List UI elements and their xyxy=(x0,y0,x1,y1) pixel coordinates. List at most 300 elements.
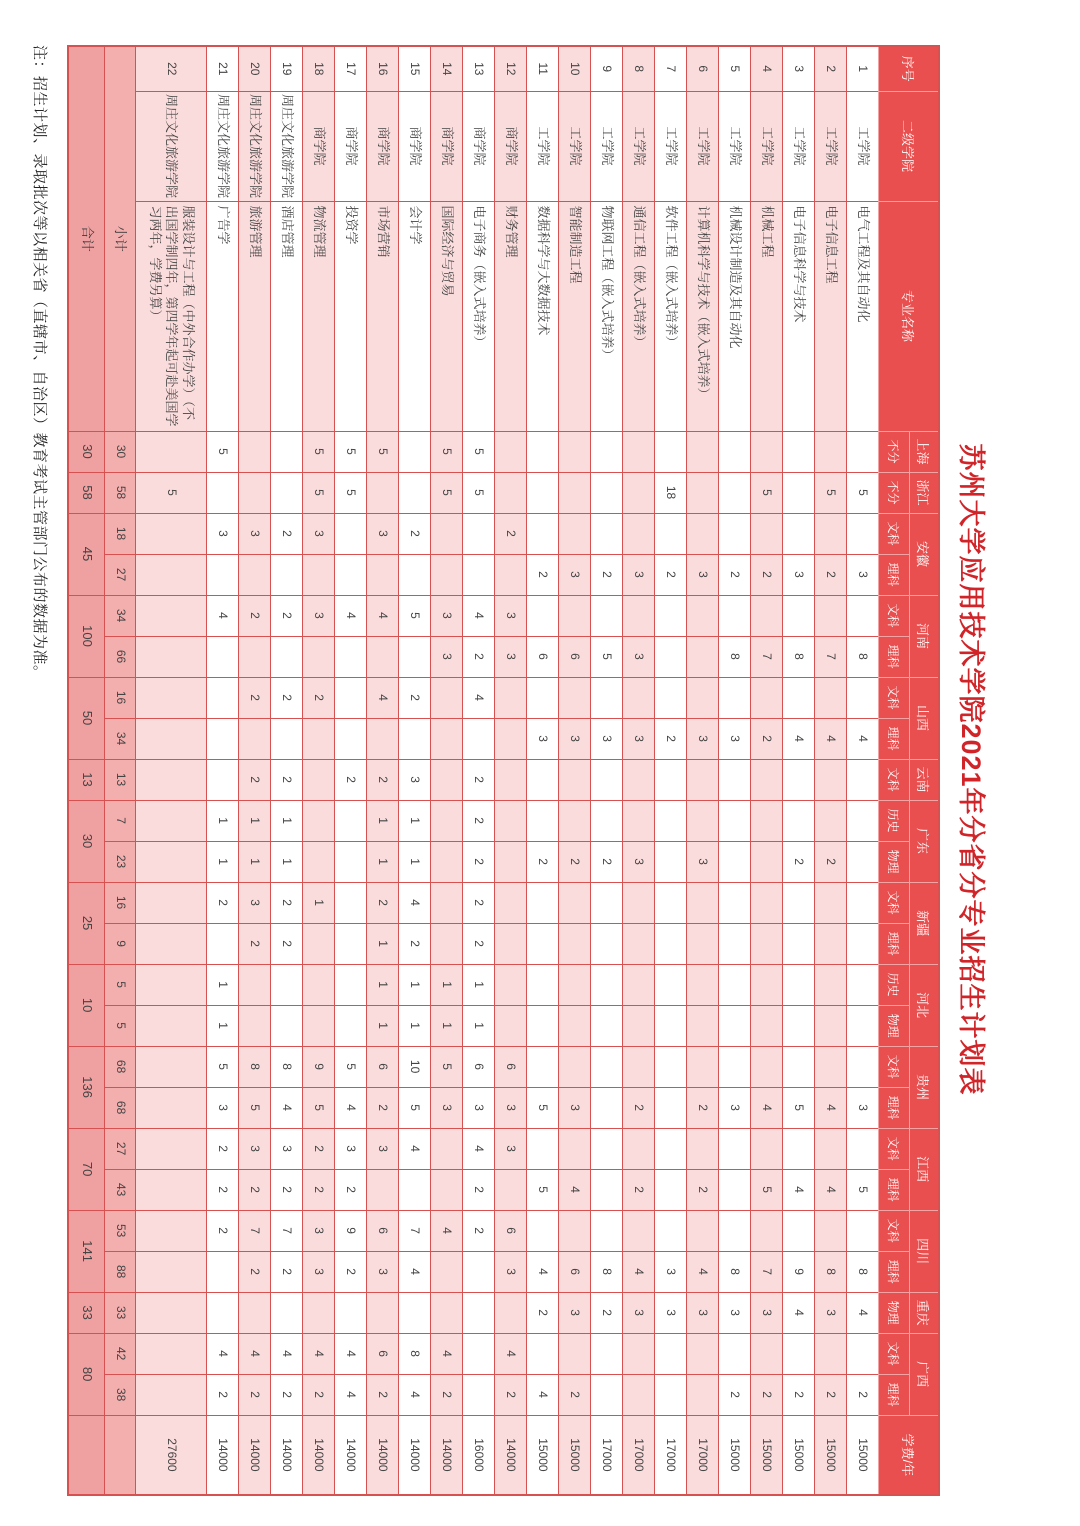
tuition-cell: 14000 xyxy=(431,1415,463,1495)
seq-cell: 7 xyxy=(655,46,687,91)
value-cell xyxy=(431,841,463,882)
value-cell xyxy=(136,1251,207,1292)
value-cell xyxy=(335,800,367,841)
value-cell: 2 xyxy=(815,1374,847,1415)
value-cell: 3 xyxy=(719,1292,751,1333)
value-cell: 1 xyxy=(463,964,495,1005)
value-cell xyxy=(591,1210,623,1251)
seq-cell: 6 xyxy=(687,46,719,91)
value-cell xyxy=(303,636,335,677)
value-cell: 3 xyxy=(271,1128,303,1169)
rotated-sheet xyxy=(30,45,990,1494)
value-cell xyxy=(591,1333,623,1374)
value-cell: 1 xyxy=(271,841,303,882)
value-cell: 5 xyxy=(783,1087,815,1128)
value-cell xyxy=(559,472,591,513)
value-cell xyxy=(495,431,527,472)
value-cell xyxy=(655,800,687,841)
value-cell xyxy=(751,759,783,800)
value-cell xyxy=(687,923,719,964)
value-cell: 2 xyxy=(463,841,495,882)
value-cell xyxy=(431,718,463,759)
subject-header: 文科 xyxy=(879,882,910,923)
value-cell: 3 xyxy=(303,513,335,554)
value-cell: 4 xyxy=(463,1128,495,1169)
value-cell xyxy=(591,1169,623,1210)
tuition-cell: 15000 xyxy=(719,1415,751,1495)
value-cell: 2 xyxy=(463,636,495,677)
table-row xyxy=(687,46,719,1495)
value-cell xyxy=(719,1169,751,1210)
value-cell xyxy=(136,800,207,841)
value-cell: 3 xyxy=(495,1128,527,1169)
value-cell xyxy=(303,841,335,882)
value-cell xyxy=(495,882,527,923)
total-cell: 30 xyxy=(68,431,105,472)
value-cell: 6 xyxy=(367,1046,399,1087)
value-cell: 8 xyxy=(271,1046,303,1087)
major-cell: 数据科学与大数据技术 xyxy=(527,201,559,431)
value-cell xyxy=(847,841,879,882)
value-cell: 4 xyxy=(271,1333,303,1374)
value-cell xyxy=(136,1333,207,1374)
total-cell: 136 xyxy=(68,1046,105,1128)
tuition-cell: 14000 xyxy=(239,1415,271,1495)
value-cell: 8 xyxy=(815,1251,847,1292)
value-cell: 2 xyxy=(591,841,623,882)
value-cell xyxy=(623,1128,655,1169)
value-cell xyxy=(655,759,687,800)
value-cell xyxy=(623,1333,655,1374)
subject-header: 理科 xyxy=(879,1087,910,1128)
subtotal-cell: 68 xyxy=(105,1046,136,1087)
value-cell: 2 xyxy=(239,923,271,964)
value-cell: 1 xyxy=(207,1005,239,1046)
value-cell: 1 xyxy=(207,964,239,1005)
value-cell xyxy=(239,1005,271,1046)
value-cell xyxy=(719,800,751,841)
value-cell xyxy=(751,1210,783,1251)
major-cell: 软件工程（嵌入式培养） xyxy=(655,201,687,431)
value-cell xyxy=(623,472,655,513)
subtotal-cell: 18 xyxy=(105,513,136,554)
subject-header: 理科 xyxy=(879,1374,910,1415)
value-cell: 5 xyxy=(399,595,431,636)
value-cell: 7 xyxy=(271,1210,303,1251)
province-header: 贵州 xyxy=(910,1046,940,1128)
subtotal-cell: 58 xyxy=(105,472,136,513)
value-cell: 2 xyxy=(367,759,399,800)
seq-header: 序号 xyxy=(879,46,940,91)
seq-cell: 4 xyxy=(751,46,783,91)
value-cell: 2 xyxy=(207,1374,239,1415)
value-cell: 3 xyxy=(239,1128,271,1169)
table-row xyxy=(271,46,303,1495)
value-cell xyxy=(559,964,591,1005)
value-cell xyxy=(303,964,335,1005)
value-cell xyxy=(751,431,783,472)
college-cell: 周庄文化旅游学院 xyxy=(271,91,303,201)
value-cell xyxy=(719,759,751,800)
value-cell: 3 xyxy=(335,1128,367,1169)
value-cell xyxy=(655,1374,687,1415)
value-cell xyxy=(847,1128,879,1169)
value-cell: 2 xyxy=(719,1374,751,1415)
value-cell xyxy=(495,1169,527,1210)
province-header: 河南 xyxy=(910,595,940,677)
value-cell xyxy=(783,1210,815,1251)
value-cell xyxy=(687,1374,719,1415)
value-cell xyxy=(623,964,655,1005)
value-cell: 2 xyxy=(591,1292,623,1333)
value-cell xyxy=(495,923,527,964)
value-cell xyxy=(655,1128,687,1169)
value-cell: 3 xyxy=(847,554,879,595)
value-cell xyxy=(623,431,655,472)
tuition-cell: 14000 xyxy=(271,1415,303,1495)
subtotal-cell: 27 xyxy=(105,554,136,595)
value-cell: 2 xyxy=(271,882,303,923)
value-cell xyxy=(591,964,623,1005)
value-cell xyxy=(136,554,207,595)
value-cell: 1 xyxy=(207,800,239,841)
seq-cell: 11 xyxy=(527,46,559,91)
value-cell xyxy=(207,1292,239,1333)
subtotal-label: 小计 xyxy=(105,46,136,431)
value-cell: 2 xyxy=(463,759,495,800)
value-cell xyxy=(559,923,591,964)
value-cell xyxy=(687,472,719,513)
value-cell xyxy=(399,1292,431,1333)
table-row xyxy=(463,46,495,1495)
value-cell xyxy=(136,1169,207,1210)
value-cell xyxy=(207,636,239,677)
subtotal-cell: 5 xyxy=(105,964,136,1005)
value-cell xyxy=(719,431,751,472)
college-cell: 周庄文化旅游学院 xyxy=(136,91,207,201)
value-cell: 2 xyxy=(335,1169,367,1210)
value-cell xyxy=(271,964,303,1005)
value-cell xyxy=(591,800,623,841)
value-cell xyxy=(655,923,687,964)
value-cell xyxy=(847,923,879,964)
tuition-cell: 16000 xyxy=(463,1415,495,1495)
value-cell: 4 xyxy=(815,1087,847,1128)
value-cell xyxy=(815,964,847,1005)
value-cell: 3 xyxy=(623,1292,655,1333)
college-cell: 商学院 xyxy=(367,91,399,201)
value-cell xyxy=(431,759,463,800)
tuition-cell: 15000 xyxy=(847,1415,879,1495)
value-cell xyxy=(655,636,687,677)
value-cell xyxy=(559,1210,591,1251)
value-cell: 6 xyxy=(527,636,559,677)
value-cell: 2 xyxy=(783,1374,815,1415)
subject-header: 文科 xyxy=(879,1210,910,1251)
value-cell: 1 xyxy=(367,1005,399,1046)
value-cell xyxy=(719,964,751,1005)
value-cell xyxy=(847,677,879,718)
value-cell xyxy=(399,472,431,513)
value-cell: 3 xyxy=(367,513,399,554)
total-cell: 141 xyxy=(68,1210,105,1292)
value-cell: 4 xyxy=(207,595,239,636)
subtotal-cell: 30 xyxy=(105,431,136,472)
table-row xyxy=(495,46,527,1495)
table-row xyxy=(239,46,271,1495)
value-cell xyxy=(687,964,719,1005)
value-cell: 2 xyxy=(527,1292,559,1333)
value-cell: 2 xyxy=(815,554,847,595)
total-cell: 70 xyxy=(68,1128,105,1210)
seq-cell: 14 xyxy=(431,46,463,91)
value-cell: 2 xyxy=(687,1169,719,1210)
value-cell: 2 xyxy=(271,1169,303,1210)
value-cell: 2 xyxy=(527,841,559,882)
value-cell xyxy=(495,677,527,718)
value-cell xyxy=(463,554,495,595)
value-cell xyxy=(136,964,207,1005)
value-cell: 4 xyxy=(271,1087,303,1128)
subject-header: 文科 xyxy=(879,513,910,554)
tuition-cell: 15000 xyxy=(559,1415,591,1495)
value-cell xyxy=(847,1210,879,1251)
value-cell: 6 xyxy=(559,1251,591,1292)
value-cell xyxy=(136,1128,207,1169)
value-cell: 4 xyxy=(335,1087,367,1128)
value-cell xyxy=(783,677,815,718)
value-cell xyxy=(623,595,655,636)
subtotal-tuition-cell xyxy=(105,1415,136,1495)
province-header: 新疆 xyxy=(910,882,940,964)
value-cell xyxy=(559,1046,591,1087)
value-cell xyxy=(591,1046,623,1087)
value-cell: 2 xyxy=(463,1169,495,1210)
province-header: 上海 xyxy=(910,431,940,472)
plan-table xyxy=(67,45,940,1496)
subject-header: 物理 xyxy=(879,841,910,882)
total-cell: 33 xyxy=(68,1292,105,1333)
value-cell xyxy=(655,882,687,923)
college-cell: 商学院 xyxy=(335,91,367,201)
value-cell xyxy=(623,677,655,718)
value-cell xyxy=(815,595,847,636)
value-cell xyxy=(335,1292,367,1333)
value-cell xyxy=(847,1046,879,1087)
value-cell xyxy=(815,431,847,472)
seq-cell: 12 xyxy=(495,46,527,91)
value-cell xyxy=(719,882,751,923)
value-cell xyxy=(751,1005,783,1046)
value-cell: 4 xyxy=(783,1292,815,1333)
value-cell xyxy=(303,923,335,964)
value-cell: 2 xyxy=(271,1251,303,1292)
value-cell: 4 xyxy=(367,595,399,636)
major-cell: 电子信息工程 xyxy=(815,201,847,431)
value-cell xyxy=(527,1046,559,1087)
value-cell xyxy=(815,513,847,554)
value-cell: 5 xyxy=(527,1169,559,1210)
value-cell xyxy=(559,800,591,841)
seq-cell: 20 xyxy=(239,46,271,91)
value-cell: 3 xyxy=(687,554,719,595)
value-cell: 2 xyxy=(527,554,559,595)
college-cell: 工学院 xyxy=(559,91,591,201)
value-cell xyxy=(303,759,335,800)
value-cell xyxy=(623,513,655,554)
value-cell xyxy=(591,1374,623,1415)
value-cell: 2 xyxy=(559,841,591,882)
value-cell xyxy=(136,759,207,800)
value-cell: 6 xyxy=(367,1333,399,1374)
value-cell xyxy=(815,1333,847,1374)
subject-header: 文科 xyxy=(879,677,910,718)
value-cell: 2 xyxy=(431,1374,463,1415)
value-cell: 3 xyxy=(719,718,751,759)
value-cell xyxy=(527,513,559,554)
value-cell: 9 xyxy=(783,1251,815,1292)
value-cell: 4 xyxy=(559,1169,591,1210)
value-cell: 3 xyxy=(751,1292,783,1333)
subtotal-cell: 43 xyxy=(105,1169,136,1210)
major-header: 专业名称 xyxy=(879,201,940,431)
value-cell: 2 xyxy=(367,1374,399,1415)
subtotal-cell: 7 xyxy=(105,800,136,841)
seq-cell: 2 xyxy=(815,46,847,91)
value-cell xyxy=(367,472,399,513)
value-cell: 1 xyxy=(271,800,303,841)
value-cell xyxy=(495,964,527,1005)
value-cell: 3 xyxy=(623,718,655,759)
value-cell xyxy=(591,472,623,513)
value-cell xyxy=(495,472,527,513)
college-cell: 工学院 xyxy=(751,91,783,201)
value-cell xyxy=(136,882,207,923)
subtotal-cell: 66 xyxy=(105,636,136,677)
province-header: 广东 xyxy=(910,800,940,882)
seq-cell: 10 xyxy=(559,46,591,91)
college-cell: 商学院 xyxy=(463,91,495,201)
value-cell: 4 xyxy=(783,1169,815,1210)
value-cell: 1 xyxy=(367,923,399,964)
value-cell xyxy=(687,1005,719,1046)
value-cell: 5 xyxy=(463,472,495,513)
seq-cell: 22 xyxy=(136,46,207,91)
value-cell xyxy=(335,923,367,964)
value-cell xyxy=(271,1292,303,1333)
subtotal-cell: 34 xyxy=(105,718,136,759)
table-row xyxy=(399,46,431,1495)
college-cell: 工学院 xyxy=(623,91,655,201)
subject-header: 历史 xyxy=(879,800,910,841)
value-cell xyxy=(271,636,303,677)
value-cell: 2 xyxy=(303,1128,335,1169)
value-cell xyxy=(687,882,719,923)
value-cell xyxy=(207,677,239,718)
subtotal-cell: 13 xyxy=(105,759,136,800)
total-cell: 100 xyxy=(68,595,105,677)
tuition-cell: 15000 xyxy=(751,1415,783,1495)
value-cell: 6 xyxy=(495,1210,527,1251)
subtotal-cell: 23 xyxy=(105,841,136,882)
college-cell: 商学院 xyxy=(495,91,527,201)
value-cell xyxy=(431,1251,463,1292)
value-cell xyxy=(431,1169,463,1210)
value-cell xyxy=(136,595,207,636)
total-cell: 50 xyxy=(68,677,105,759)
value-cell: 1 xyxy=(367,841,399,882)
value-cell xyxy=(559,431,591,472)
value-cell: 5 xyxy=(335,472,367,513)
subtotal-cell: 5 xyxy=(105,1005,136,1046)
value-cell xyxy=(527,1005,559,1046)
subject-header: 文科 xyxy=(879,595,910,636)
value-cell xyxy=(623,1005,655,1046)
value-cell: 3 xyxy=(559,1292,591,1333)
college-cell: 工学院 xyxy=(527,91,559,201)
value-cell: 5 xyxy=(303,431,335,472)
value-cell: 4 xyxy=(527,1251,559,1292)
value-cell: 5 xyxy=(751,1169,783,1210)
value-cell xyxy=(335,882,367,923)
value-cell: 2 xyxy=(271,923,303,964)
value-cell: 1 xyxy=(431,1005,463,1046)
value-cell: 4 xyxy=(431,1210,463,1251)
tuition-cell: 15000 xyxy=(815,1415,847,1495)
college-cell: 周庄文化旅游学院 xyxy=(207,91,239,201)
value-cell: 1 xyxy=(399,800,431,841)
value-cell xyxy=(367,1292,399,1333)
value-cell: 5 xyxy=(303,1087,335,1128)
value-cell xyxy=(815,800,847,841)
value-cell xyxy=(136,513,207,554)
value-cell: 7 xyxy=(751,1251,783,1292)
value-cell xyxy=(687,1333,719,1374)
value-cell: 5 xyxy=(136,472,207,513)
value-cell xyxy=(495,759,527,800)
value-cell: 2 xyxy=(239,1251,271,1292)
value-cell xyxy=(751,841,783,882)
value-cell xyxy=(431,882,463,923)
total-label: 合计 xyxy=(68,46,105,431)
value-cell xyxy=(463,1292,495,1333)
value-cell xyxy=(783,1333,815,1374)
value-cell xyxy=(655,964,687,1005)
table-row xyxy=(815,46,847,1495)
value-cell xyxy=(559,1005,591,1046)
seq-cell: 17 xyxy=(335,46,367,91)
value-cell: 2 xyxy=(271,759,303,800)
value-cell xyxy=(335,964,367,1005)
tuition-cell: 14000 xyxy=(207,1415,239,1495)
value-cell xyxy=(655,841,687,882)
value-cell xyxy=(303,718,335,759)
total-cell: 80 xyxy=(68,1333,105,1415)
value-cell xyxy=(239,718,271,759)
college-cell: 工学院 xyxy=(815,91,847,201)
value-cell xyxy=(783,595,815,636)
value-cell xyxy=(239,636,271,677)
value-cell xyxy=(751,1046,783,1087)
subtotal-cell: 38 xyxy=(105,1374,136,1415)
value-cell xyxy=(527,964,559,1005)
value-cell: 2 xyxy=(239,677,271,718)
value-cell xyxy=(271,1005,303,1046)
value-cell xyxy=(783,759,815,800)
value-cell: 1 xyxy=(463,1005,495,1046)
value-cell xyxy=(559,677,591,718)
table-row xyxy=(847,46,879,1495)
